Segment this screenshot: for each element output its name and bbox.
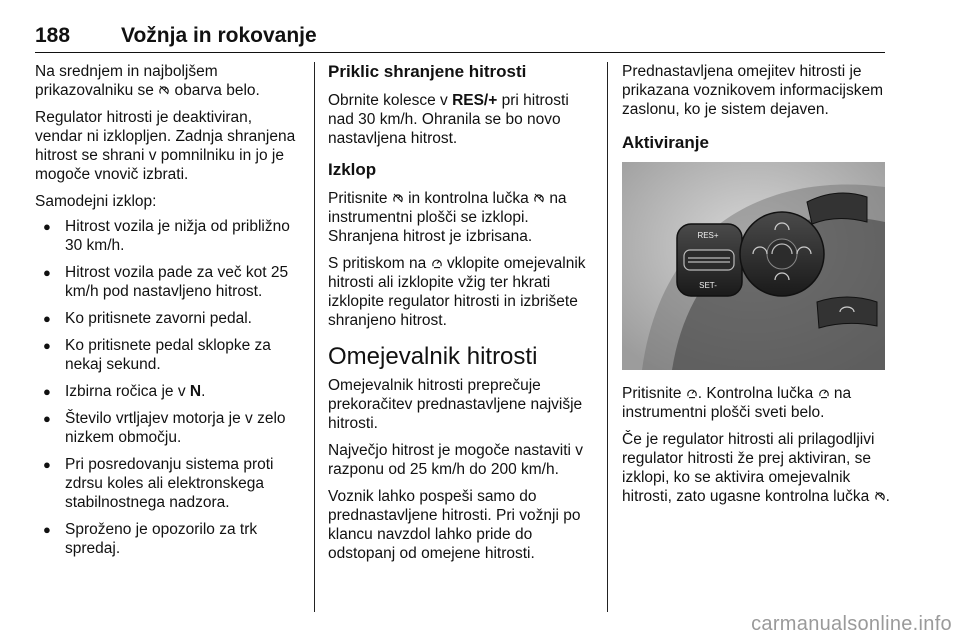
text: Če je regulator hitrosti ali prilagodljivi regulator hitrosti že prej aktiviran, se izklopi, ko se aktivira omejevalnik hitrosti, zato ugasne kontrolna lučka — [622, 431, 875, 505]
auto-off-list — [35, 217, 300, 558]
res-label: RES+ — [697, 231, 719, 240]
text: Pritisnite — [328, 190, 388, 207]
speed-limiter-icon — [431, 257, 443, 269]
paragraph: Samodejni izklop: — [35, 193, 157, 210]
paragraph: Omejevalnik hitrosti preprečuje prekoračitev prednastavljene najvišje hitrosti. — [328, 377, 583, 432]
steering-wheel-controls-image — [622, 162, 885, 370]
speed-limiter-icon — [818, 387, 830, 399]
section-heading: Aktiviranje — [622, 133, 709, 152]
paragraph: Regulator hitrosti je deaktiviran, vendar ni izklopljen. Zadnja shranjena hitrost se shrani v pomnilniku in jo je mogoče vnovič izbrati. — [35, 109, 296, 183]
paragraph — [35, 62, 300, 100]
list-item: ● Hitrost vozila je nižja od približno 30 km/h. — [35, 217, 300, 255]
text: pri hitrosti nad 30 km/h. Ohranila se bo novo nastavljena hitrost. — [328, 92, 569, 147]
list-item: ● Pri posredovanju sistema proti zdrsu koles ali elektronskega stabilnostnega nadzora. — [35, 455, 300, 512]
paragraph: Največjo hitrost je mogoče nastaviti v razponu od 25 km/h do 200 km/h. — [328, 442, 584, 478]
text: . Kontrolna lučka — [697, 385, 814, 402]
column-1 — [35, 62, 300, 566]
paragraph — [328, 91, 598, 148]
text: in kontrolna lučka — [408, 190, 529, 207]
cruise-control-icon — [874, 490, 886, 502]
cruise-control-icon — [533, 192, 545, 204]
text: S pritiskom na — [328, 255, 427, 272]
list-item: ● Ko pritisnete zavorni pedal. — [35, 309, 300, 328]
chapter-title: Vožnja in rokovanje — [121, 24, 317, 47]
page-header — [35, 22, 885, 53]
list-item: ● Ko pritisnete pedal sklopke za nekaj sekund. — [35, 336, 300, 374]
page-number: 188 — [35, 24, 71, 47]
cruise-control-icon — [158, 84, 170, 96]
column-divider — [314, 62, 315, 612]
list-item: ● Hitrost vozila pade za več kot 25 km/h pod nastavljeno hitrost. — [35, 263, 300, 301]
list-item: ● Sproženo je opozorilo za trk spredaj. — [35, 520, 300, 558]
watermark: carmanualsonline.info — [751, 613, 952, 635]
res-key: RES/+ — [452, 92, 498, 109]
list-item: ● Število vrtljajev motorja je v zelo nizkem območju. — [35, 409, 300, 447]
text: Pritisnite — [622, 385, 682, 402]
text: Izbirna ročica je v — [65, 383, 186, 400]
set-label: SET- — [699, 281, 717, 290]
cruise-control-icon — [392, 192, 404, 204]
text: Na srednjem in najboljšem prikazovalniku se — [35, 63, 218, 99]
text: obarva belo. — [174, 82, 260, 99]
paragraph — [328, 254, 598, 330]
text: . — [201, 383, 206, 400]
paragraph — [622, 430, 890, 506]
chapter-heading: Omejevalnik hitrosti — [328, 343, 538, 370]
column-2 — [328, 62, 598, 571]
text: na instrumentni plošči sveti belo. — [622, 385, 852, 421]
list-item — [35, 382, 300, 401]
text: . — [885, 488, 890, 505]
text: vklopite omejevalnik hitrosti ali izklopite vžig ter hkrati izklopite regulator hitrosti in izbrišete shranjeno hitrost. — [328, 255, 586, 329]
speed-limiter-icon — [686, 387, 698, 399]
text: Obrnite kolesce v — [328, 92, 448, 109]
column-divider — [607, 62, 608, 612]
paragraph: Voznik lahko pospeši samo do prednastavljene hitrosti. Pri vožnji po klancu navzdol lahko pride do odstopanj od omejene hitrosti. — [328, 488, 581, 562]
section-heading: Izklop — [328, 160, 377, 179]
gear-key: N — [189, 383, 202, 400]
text: na instrumentni plošči se izklopi. Shranjena hitrost je izbrisana. — [328, 190, 567, 245]
column-3 — [622, 62, 890, 514]
paragraph — [622, 384, 890, 422]
section-heading: Priklic shranjene hitrosti — [328, 62, 527, 81]
paragraph: Prednastavljena omejitev hitrosti je prikazana voznikovem informacijskem zaslonu, ko je sistem dejaven. — [622, 63, 884, 118]
paragraph — [328, 189, 598, 246]
